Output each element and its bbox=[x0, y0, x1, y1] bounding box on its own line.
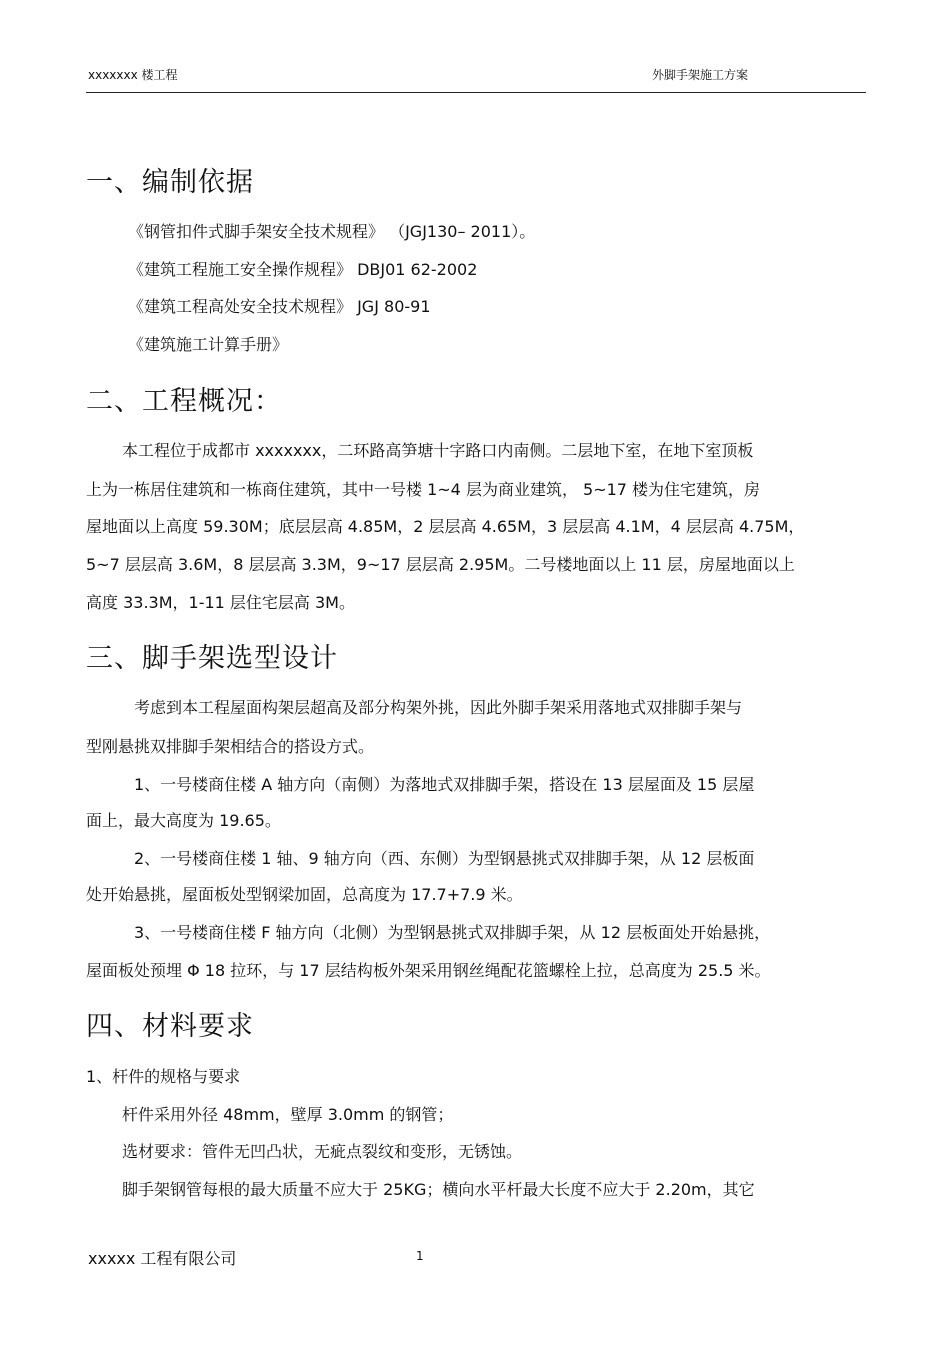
paragraph-line: 杆件采用外径 48mm，壁厚 3.0mm 的钢管； bbox=[122, 1105, 454, 1124]
paragraph-line: 考虑到本工程屋面构架层超高及部分构架外挑，因此外脚手架采用落地式双排脚手架与 bbox=[134, 698, 743, 717]
reference-line: 《建筑施工计算手册》 bbox=[128, 335, 289, 354]
paragraph-line: 上为一栋居住建筑和一栋商住建筑，其中一号楼 1~4 层为商业建筑， 5~17 楼为住宅建筑，房 bbox=[86, 480, 761, 499]
paragraph-line: 屋面板处预埋 Φ 18 拉环，与 17 层结构板外架采用钢丝绳配花篮螺栓上拉，总高度为 25.5 米。 bbox=[86, 961, 771, 980]
section-4-heading: 四、材料要求 bbox=[86, 1011, 254, 1042]
page-number: 1 bbox=[416, 1249, 424, 1263]
paragraph-line: 面上，最大高度为 19.65。 bbox=[86, 811, 281, 830]
subsection-heading: 1、杆件的规格与要求 bbox=[86, 1067, 241, 1086]
section-2-heading: 二、工程概况： bbox=[86, 386, 282, 417]
section-1-heading: 一、编制依据 bbox=[86, 167, 254, 198]
header-document-title: 外脚手架施工方案 bbox=[652, 68, 749, 82]
section-3-heading: 三、脚手架选型设计 bbox=[86, 643, 338, 674]
reference-line: 《建筑工程高处安全技术规程》 JGJ 80-91 bbox=[128, 297, 431, 316]
reference-line: 《钢管扣件式脚手架安全技术规程》 （JGJ130– 2011）。 bbox=[128, 222, 536, 241]
reference-line: 《建筑工程施工安全操作规程》 DBJ01 62-2002 bbox=[128, 260, 478, 279]
paragraph-line: 处开始悬挑，屋面板处型钢梁加固，总高度为 17.7+7.9 米。 bbox=[86, 885, 523, 904]
paragraph-line: 脚手架钢管每根的最大质量不应大于 25KG；横向水平杆最大长度不应大于 2.20m，其它 bbox=[122, 1180, 755, 1199]
paragraph-line: 型刚悬挑双排脚手架相结合的搭设方式。 bbox=[86, 737, 375, 756]
paragraph-line: 5~7 层层高 3.6M，8 层层高 3.3M，9~17 层层高 2.95M。二号楼地面以上 11 层，房屋地面以上 bbox=[86, 555, 795, 574]
paragraph-line: 选材要求：管件无凹凸状，无疵点裂纹和变形，无锈蚀。 bbox=[122, 1142, 523, 1161]
paragraph-line: 2、一号楼商住楼 1 轴、9 轴方向（西、东侧）为型钢悬挑式双排脚手架，从 12 层板面 bbox=[134, 849, 755, 868]
paragraph-line: 屋地面以上高度 59.30M；底层层高 4.85M，2 层层高 4.65M，3 层层高 4.1M，4 层层高 4.75M， bbox=[86, 517, 805, 536]
header-rule bbox=[86, 92, 866, 93]
header-project-name: xxxxxxx 楼工程 bbox=[88, 68, 178, 82]
paragraph-line: 高度 33.3M，1-11 层住宅层高 3M。 bbox=[86, 593, 355, 612]
paragraph-line: 1、一号楼商住楼 A 轴方向（南侧）为落地式双排脚手架，搭设在 13 层屋面及 15 层屋 bbox=[134, 775, 755, 794]
paragraph-line: 3、一号楼商住楼 F 轴方向（北侧）为型钢悬挑式双排脚手架，从 12 层板面处开始悬挑， bbox=[134, 923, 771, 942]
paragraph-line: 本工程位于成都市 xxxxxxx，二环路高笋塘十字路口内南侧。二层地下室，在地下室顶板 bbox=[122, 441, 754, 460]
footer-company: xxxxx 工程有限公司 bbox=[88, 1249, 237, 1268]
